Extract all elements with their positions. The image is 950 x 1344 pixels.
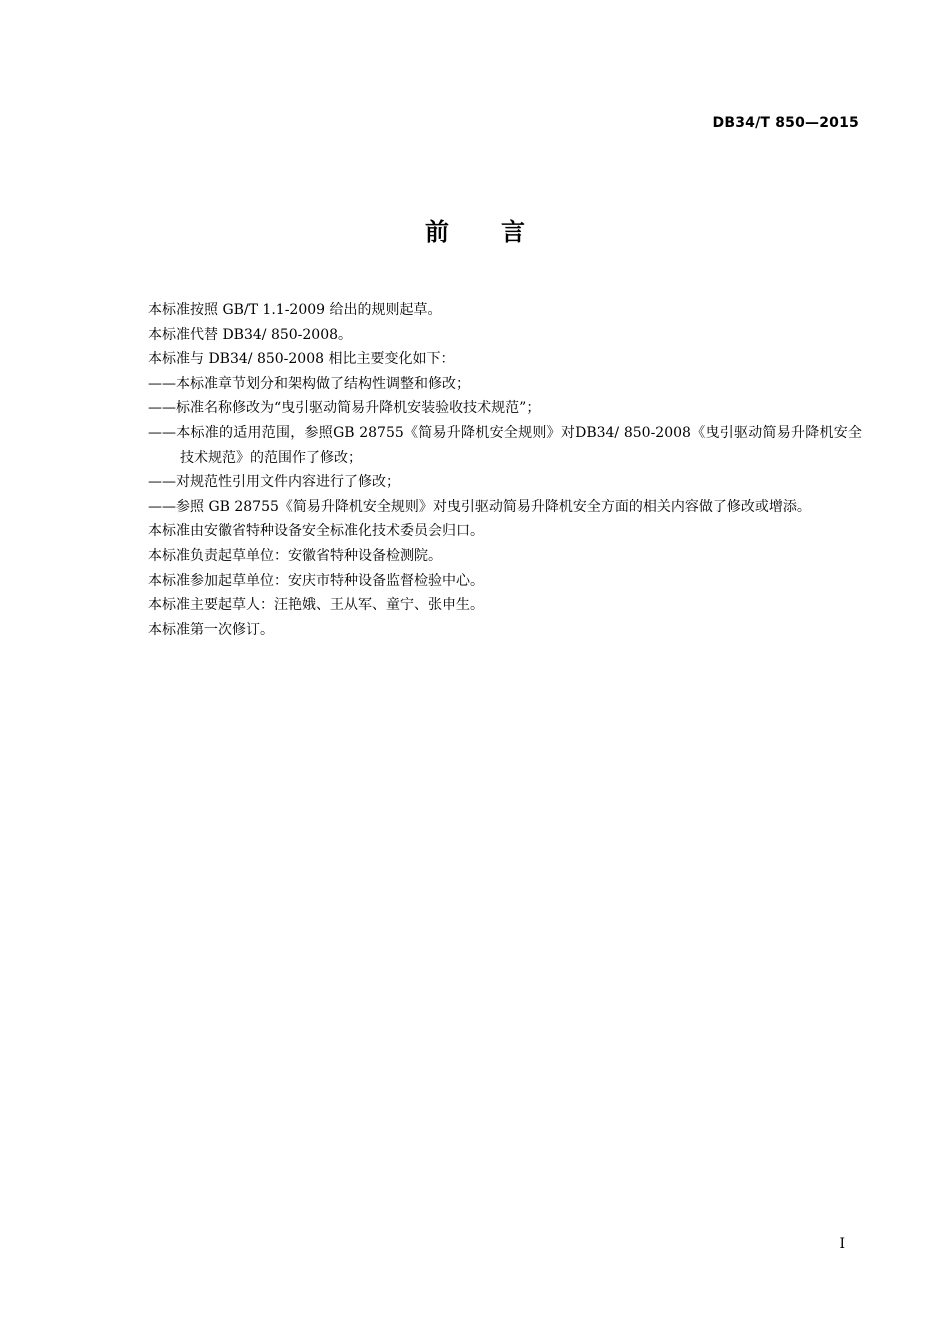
- paragraph: 本标准主要起草人：汪艳娥、王从军、童宁、张申生。: [148, 597, 484, 614]
- paragraph: 本标准第一次修订。: [148, 621, 274, 638]
- change-list-item: ——本标准的适用范围，参照GB 28755《简易升降机安全规则》对DB34/ 850-2008《曳引驱动简易升降机安全技术规范》的范围作了修改；: [148, 424, 862, 466]
- title-char-1: 前: [425, 218, 449, 246]
- title-char-2: 言: [501, 218, 525, 246]
- change-list-item: ——本标准章节划分和架构做了结构性调整和修改；: [148, 375, 470, 392]
- paragraph: 本标准参加起草单位：安庆市特种设备监督检验中心。: [148, 572, 484, 589]
- foreword-body: [148, 298, 862, 642]
- paragraph: 本标准与 DB34/ 850-2008 相比主要变化如下：: [148, 351, 455, 368]
- page-title: [0, 212, 950, 247]
- paragraph: 本标准代替 DB34/ 850-2008。: [148, 326, 353, 343]
- paragraph: 本标准按照 GB/T 1.1-2009 给出的规则起草。: [148, 302, 442, 318]
- paragraph: 本标准负责起草单位：安徽省特种设备检测院。: [148, 547, 442, 564]
- page-number: I: [839, 1236, 845, 1252]
- change-list-item: ——标准名称修改为“曳引驱动简易升降机安装验收技术规范”；: [148, 400, 541, 417]
- change-list-item: ——对规范性引用文件内容进行了修改；: [148, 474, 400, 491]
- document-code: DB34/T 850—2015: [712, 115, 859, 131]
- change-list-item: ——参照 GB 28755《简易升降机安全规则》对曳引驱动简易升降机安全方面的相关内容做了修改或增添。: [148, 498, 811, 515]
- paragraph: 本标准由安徽省特种设备安全标准化技术委员会归口。: [148, 523, 484, 540]
